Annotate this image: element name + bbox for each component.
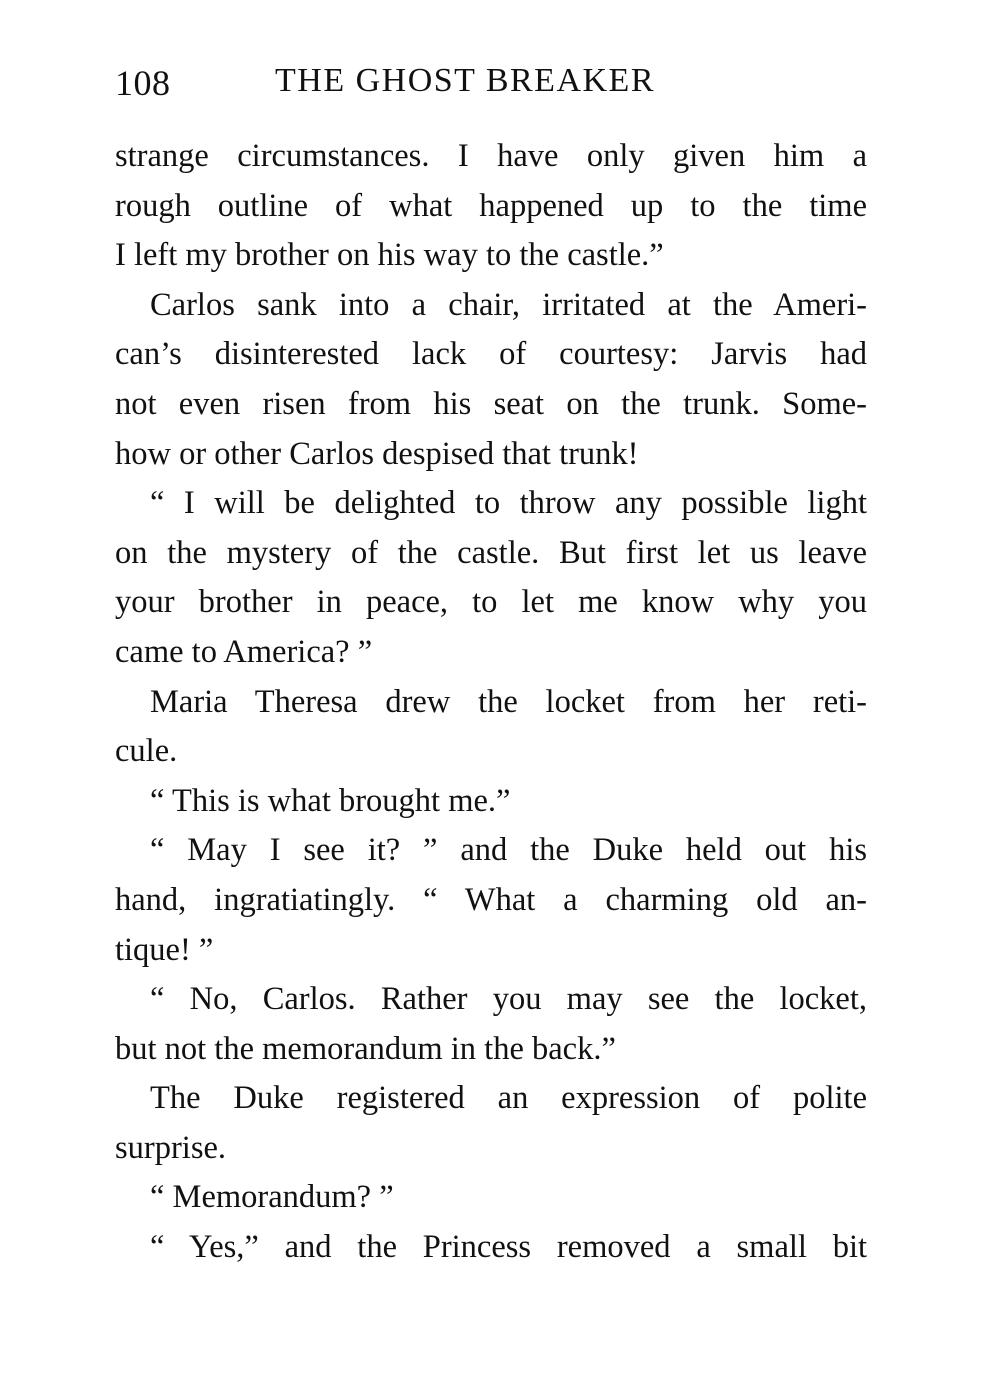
page-number: 108 xyxy=(115,63,171,103)
text-line: “ No, Carlos. Rather you may see the locket, xyxy=(150,981,867,1018)
text-line: “ Yes,” and the Princess removed a small bit xyxy=(150,1229,867,1266)
text-line: surprise. xyxy=(115,1129,227,1166)
page-header xyxy=(115,62,875,112)
text-line: your brother in peace, to let me know why you xyxy=(115,584,867,621)
body-text xyxy=(115,132,867,1273)
text-line: Maria Theresa drew the locket from her reti- xyxy=(150,683,867,720)
text-line: Carlos sank into a chair, irritated at the Ameri- xyxy=(150,286,867,323)
text-line: hand, ingratiatingly. “ What a charming old an- xyxy=(115,881,867,918)
text-line: I left my brother on his way to the castle.” xyxy=(115,237,664,274)
running-title: THE GHOST BREAKER xyxy=(275,62,655,99)
text-line: The Duke registered an expression of polite xyxy=(150,1080,867,1117)
text-line: “ I will be delighted to throw any possible light xyxy=(150,485,867,522)
text-line: “ This is what brought me.” xyxy=(150,782,511,819)
text-line: “ Memorandum? ” xyxy=(150,1179,394,1216)
text-line: cule. xyxy=(115,733,178,770)
text-line: tique! ” xyxy=(115,931,214,968)
text-line: rough outline of what happened up to the time xyxy=(115,187,867,224)
text-line: but not the memorandum in the back.” xyxy=(115,1030,616,1067)
text-line: came to America? ” xyxy=(115,633,373,670)
text-line: on the mystery of the castle. But first let us leave xyxy=(115,534,867,571)
text-line: not even risen from his seat on the trunk. Some- xyxy=(115,385,867,422)
text-line: strange circumstances. I have only given him a xyxy=(115,138,867,174)
text-line: how or other Carlos despised that trunk! xyxy=(115,435,639,472)
text-line: can’s disinterested lack of courtesy: Jarvis had xyxy=(115,336,867,373)
text-line: “ May I see it? ” and the Duke held out his xyxy=(150,832,867,869)
